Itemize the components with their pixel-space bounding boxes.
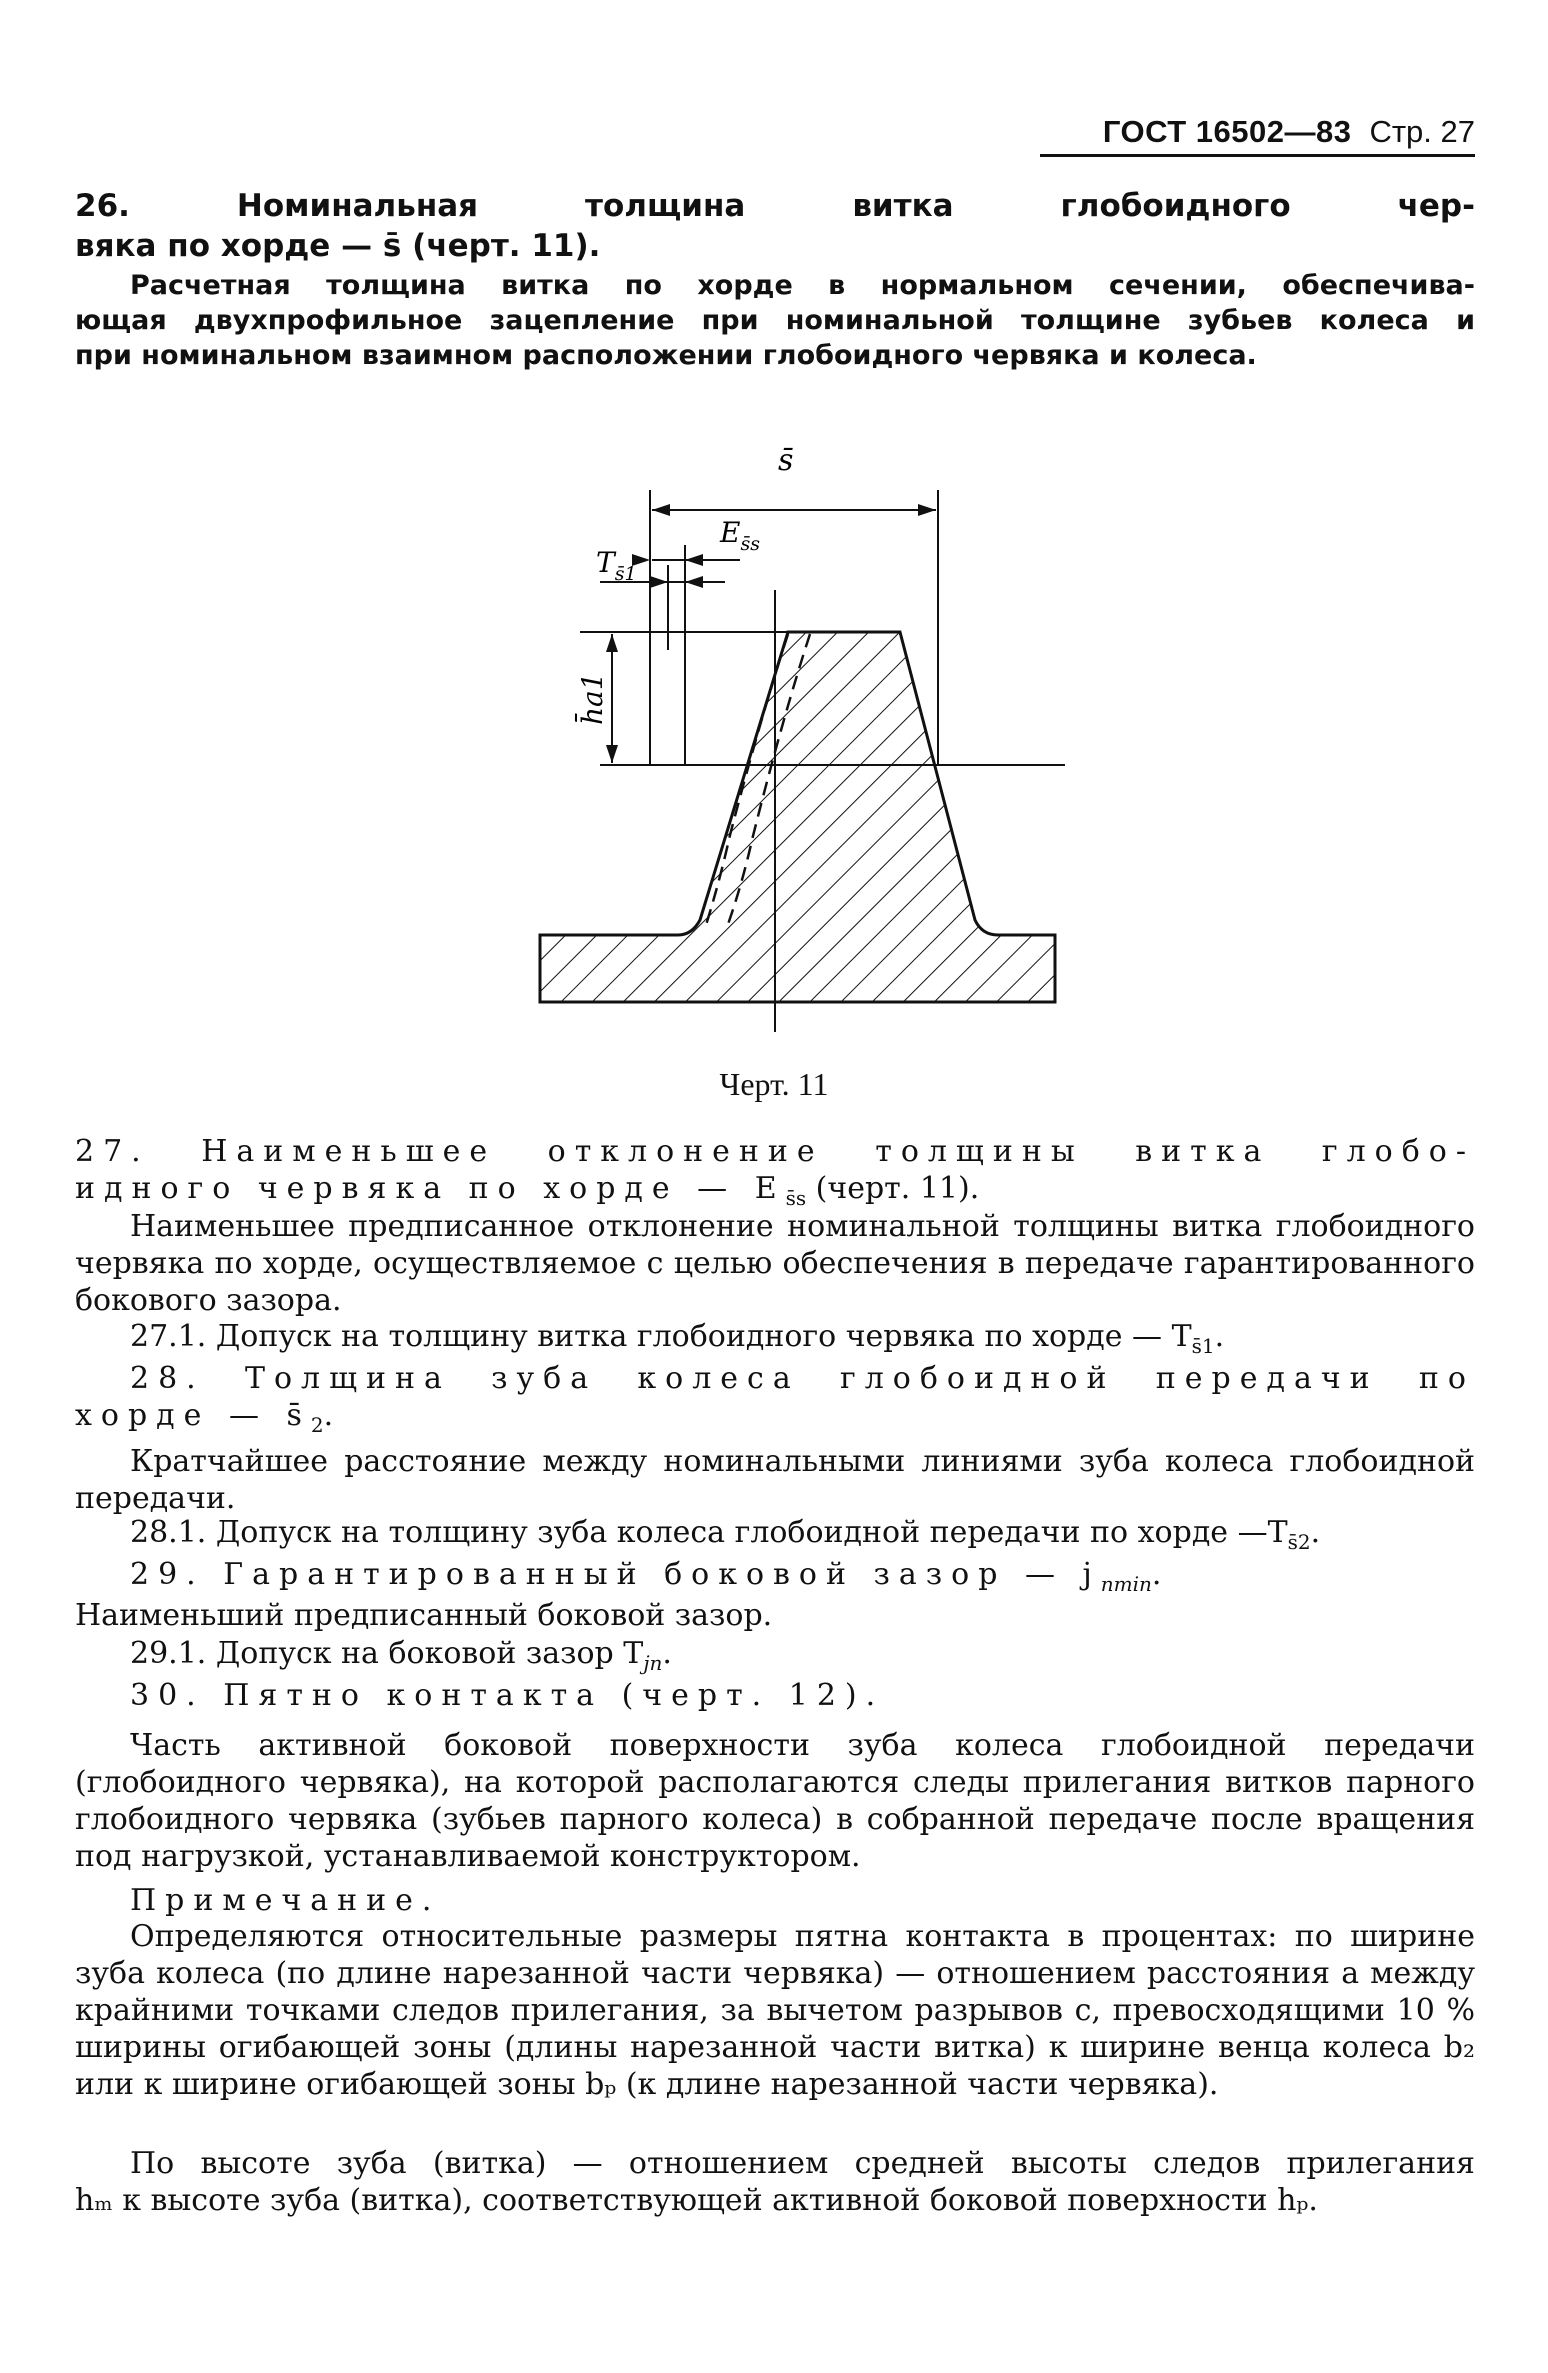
section-27-body	[75, 1208, 1475, 1319]
page-number: Стр. 27	[1369, 114, 1475, 149]
thread-profile-section	[540, 632, 1055, 1002]
section-27-title-line-1: 27. Наименьшее отклонение толщины витка глобо-	[75, 1134, 1475, 1169]
section-28-title	[75, 1360, 1475, 1444]
page-header	[1040, 110, 1475, 157]
note-label	[75, 1882, 1475, 1919]
label-ts: $T_{s̄1}$	[596, 546, 637, 585]
section-30-body-text: Часть активной боковой поверхности зуба колеса глобоидной передачи (глобоидного червяка), на которой располагаются следы прилегания витков парного глобоидного червяка (зубьев парного колеса) в собранной передаче после вращения под нагрузкой, устанавливаемой конструктором.	[75, 1728, 1475, 1874]
note-height-paragraph	[75, 2145, 1475, 2219]
item-28-1: 28.1. Допуск на толщину зуба колеса глобоидной передачи по хорде $—T_{s̄2}$.	[130, 1515, 1321, 1554]
ess-arrow	[685, 554, 703, 566]
section-27-title-line-2: идного червяка по хорде — $E_{s̄s}$ (черт. 11).	[75, 1171, 980, 1210]
note-body-text: Определяются относительные размеры пятна контакта в процентах: по ширине зуба колеса (по длине нарезанной части червяка) — отношением расстояния a между крайними точками следов прилегания, за вычетом разрывов c, превосходящими 10 % ширины огибающей зоны (длины нарезанной части витка) к ширине венца колеса b₂ или к ширине огибающей зоны bₚ (к длине нарезанной части червяка).	[75, 1919, 1475, 2102]
ts-arrow-right	[685, 576, 703, 588]
label-ha: h̄a1	[576, 672, 609, 725]
ha-arrow-bottom	[606, 745, 618, 763]
section-26-title-line-2: вяка по хорде — s̄ (черт. 11).	[75, 228, 601, 264]
section-30-title	[75, 1677, 1475, 1714]
figure-caption: Черт. 11	[719, 1066, 829, 1102]
section-28-title-line-1: 28. Толщина зуба колеса глобоидной передачи по	[130, 1361, 1475, 1396]
section-26-body	[75, 268, 1475, 373]
ha-arrow-top	[606, 634, 618, 652]
section-26-body-line-3: при номинальном взаимном расположении глобоидного червяка и колеса.	[75, 340, 1257, 371]
note-height-line-1: По высоте зуба (витка) — отношением средней высоты следов прилегания	[130, 2146, 1475, 2181]
section-29-body	[75, 1597, 1475, 1634]
section-26-body-line-2: ющая двухпрофильное зацепление при номинальной толщине зубьев колеса и	[75, 305, 1475, 336]
standard-number: ГОСТ 16502—83	[1102, 114, 1352, 149]
section-30-title-text: 30. Пятно контакта (черт. 12).	[130, 1678, 885, 1713]
s-arrow-right	[918, 504, 936, 516]
section-30-body	[75, 1727, 1475, 1875]
note-label-text: Примечание.	[130, 1883, 441, 1918]
item-29-1: 29.1. Допуск на боковой зазор $T_{jn}$.	[130, 1636, 672, 1675]
label-s: s̄	[778, 443, 794, 478]
note-body	[75, 1918, 1475, 2103]
section-28-body	[75, 1443, 1475, 1517]
section-28-body-text: Кратчайшее расстояние между номинальными линиями зуба колеса глобоидной передачи.	[75, 1444, 1475, 1516]
section-29-title: 29. Гарантированный боковой зазор — $j_{nmin}$.	[130, 1557, 1162, 1596]
section-27-body-text: Наименьшее предписанное отклонение номинальной толщины витка глобоидного червяка по хорде, осуществляемое с целью обеспечения в передаче гарантированного бокового зазора.	[75, 1209, 1475, 1318]
section-29-body-text: Наименьший предписанный боковой зазор.	[75, 1598, 773, 1633]
section-26-title-line-1: 26. Номинальная толщина витка глобоидного чер-	[75, 188, 1475, 224]
worm-thread-profile-figure	[520, 420, 1080, 1040]
section-27-title	[75, 1133, 1475, 1217]
section-28-title-line-2: хорде — $s̄_2$.	[75, 1398, 334, 1437]
ts-arrow-left	[650, 576, 668, 588]
label-ess: $E_{s̄s}$	[720, 516, 760, 555]
item-27-1: 27.1. Допуск на толщину витка глобоидного червяка по хорде — $T_{s̄1}$.	[130, 1319, 1225, 1358]
s-arrow-left	[652, 504, 670, 516]
section-26-body-line-1: Расчетная толщина витка по хорде в нормальном сечении, обеспечива-	[130, 270, 1475, 301]
note-height-line-2: hₘ к высоте зуба (витка), соответствующей активной боковой поверхности hₚ.	[75, 2183, 1318, 2218]
section-26-title	[75, 186, 1475, 266]
